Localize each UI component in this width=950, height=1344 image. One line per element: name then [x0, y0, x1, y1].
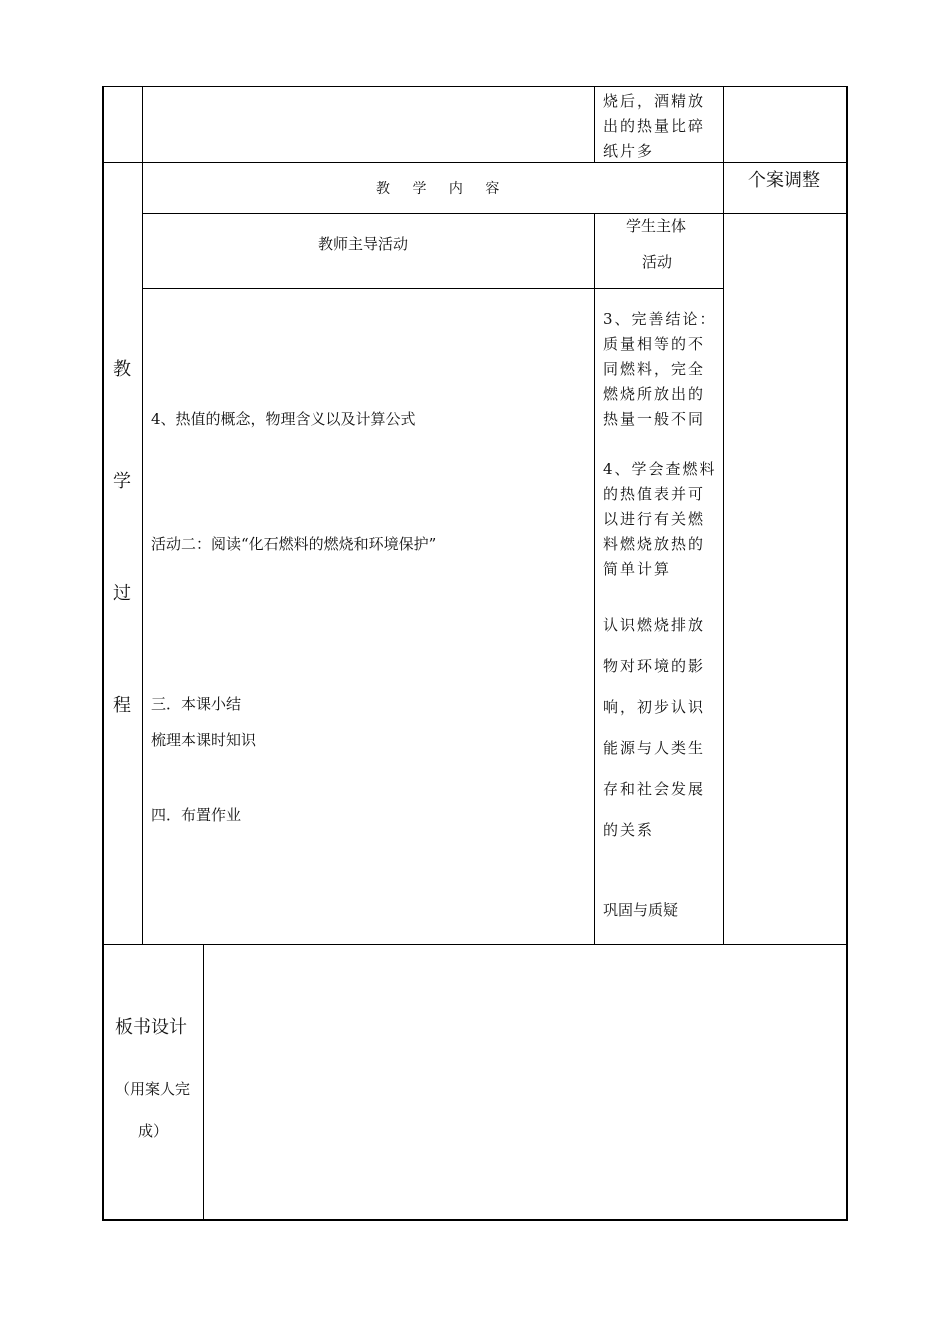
teacher-item-summary-detail: 梳理本课时知识 — [151, 731, 257, 749]
teacher-header: 教师主导活动 — [318, 235, 409, 253]
outer-left-border — [102, 86, 104, 1221]
side-label-char-2: 学 — [113, 471, 131, 492]
student-block-3-line-5: 存和社会发展 — [603, 780, 706, 798]
side-label-divider — [142, 86, 143, 945]
student-block-3-line-6: 的关系 — [603, 821, 655, 839]
student-block-1-line-1: 3、完善结论： — [603, 310, 717, 328]
student-block-2-line-5: 简单计算 — [603, 560, 672, 578]
student-header-line-1: 学生主体 — [626, 217, 687, 235]
top-student-activity — [603, 89, 705, 164]
content-header-divider — [142, 213, 847, 214]
board-label: 板书设计 — [115, 1017, 187, 1038]
student-block-1-line-5: 热量一般不同 — [603, 410, 706, 428]
student-block-conclusion — [603, 307, 717, 432]
student-block-3-line-2: 物对环境的影 — [603, 657, 706, 675]
top-border — [102, 86, 848, 87]
student-block-environment — [603, 605, 705, 851]
activity-student-divider — [594, 213, 595, 945]
teacher-item-heat-value: 4、热值的概念，物理含义以及计算公式 — [151, 410, 416, 428]
adjust-header: 个案调整 — [748, 170, 820, 191]
teacher-item-activity-two: 活动二：阅读“化石燃料的燃烧和环境保护” — [151, 535, 437, 553]
student-block-heat-table — [603, 457, 717, 582]
board-note-line-2: 成） — [138, 1122, 169, 1140]
outer-right-border — [846, 86, 848, 1221]
student-block-1-line-4: 燃烧所放出的 — [603, 385, 706, 403]
top-student-line-3: 纸片多 — [603, 142, 655, 160]
top-student-line-2: 出的热量比碎 — [603, 117, 706, 135]
side-label-char-3: 过 — [113, 583, 131, 604]
top-row-divider — [102, 162, 848, 163]
teacher-item-homework: 四．布置作业 — [151, 806, 242, 824]
student-block-2-line-2: 的热值表并可 — [603, 485, 706, 503]
student-block-2-line-3: 以进行有关燃 — [603, 510, 706, 528]
top-student-line-1: 烧后，酒精放 — [603, 92, 706, 110]
student-block-1-line-2: 质量相等的不 — [603, 335, 706, 353]
student-block-2-line-1: 4、学会查燃料 — [603, 460, 717, 478]
process-board-divider — [102, 944, 848, 945]
student-header-line-2: 活动 — [642, 253, 673, 271]
student-block-1-line-3: 同燃料，完全 — [603, 360, 706, 378]
side-label-char-1: 教 — [113, 359, 131, 380]
student-block-3-line-3: 响，初步认识 — [603, 698, 706, 716]
content-header: 教 学 内 容 — [376, 181, 500, 197]
student-block-3-line-4: 能源与人类生 — [603, 739, 706, 757]
student-block-3-line-1: 认识燃烧排放 — [603, 616, 706, 634]
board-label-divider — [203, 944, 204, 1220]
board-design-area[interactable] — [205, 946, 845, 1218]
student-block-consolidate: 巩固与质疑 — [603, 901, 679, 919]
side-label-char-4: 程 — [113, 695, 131, 716]
student-block-2-line-4: 料燃烧放热的 — [603, 535, 706, 553]
adjust-column-divider — [723, 86, 724, 945]
bottom-border — [102, 1219, 848, 1221]
top-student-divider — [594, 86, 595, 163]
board-note-line-1: （用案人完 — [115, 1080, 191, 1098]
teacher-item-summary: 三．本课小结 — [151, 695, 242, 713]
activity-header-divider — [142, 288, 724, 289]
